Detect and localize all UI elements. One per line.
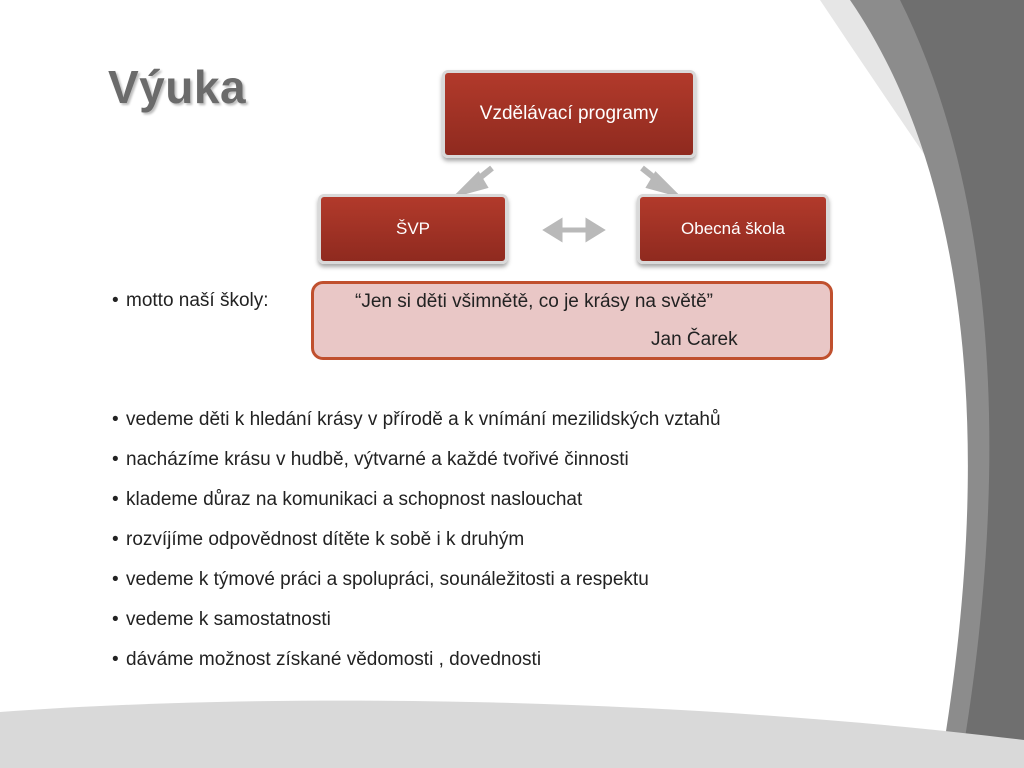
list-item-text: rozvíjíme odpovědnost dítěte k sobě i k druhým (126, 529, 525, 550)
arrow-to-svp (462, 168, 492, 192)
bullet-marker: • (112, 609, 119, 630)
list-item (112, 566, 872, 606)
bullet-marker: • (112, 649, 119, 670)
list-item (112, 606, 872, 646)
box-svp-label: ŠVP (395, 219, 431, 238)
double-arrow (547, 222, 601, 238)
motto-label (112, 290, 269, 312)
list-item (112, 646, 872, 686)
box-obecna-skola (637, 194, 829, 264)
bullet-marker: • (112, 489, 119, 510)
box-svp (318, 194, 508, 264)
list-item-text: nacházíme krásu v hudbě, výtvarné a každé tvořivé činnosti (126, 449, 629, 470)
list-item (112, 526, 872, 566)
bullet-list (112, 406, 872, 686)
motto-box (311, 281, 833, 360)
bullet-marker: • (112, 569, 119, 590)
slide-title: Výuka (108, 61, 247, 113)
list-item (112, 446, 872, 486)
motto-author: Jan Čarek (651, 329, 738, 350)
box-vzdelavaci-programy-label: Vzdělávací programy (479, 103, 659, 124)
list-item (112, 486, 872, 526)
motto-quote: “Jen si děti všimnětě, co je krásy na světě” (355, 291, 713, 312)
box-vzdelavaci-programy (442, 70, 696, 158)
bullet-marker: • (112, 449, 119, 470)
list-item-text: vedeme k samostatnosti (126, 609, 331, 630)
bullet-marker: • (112, 529, 119, 550)
list-item-text: vedeme děti k hledání krásy v přírodě a k vnímání mezilidských vztahů (126, 409, 721, 430)
arrow-to-obecna (642, 168, 672, 192)
list-item-text: vedeme k týmové práci a spolupráci, sounáležitosti a respektu (126, 569, 649, 590)
list-item (112, 406, 872, 446)
list-item-text: klademe důraz na komunikaci a schopnost naslouchat (126, 489, 583, 510)
bullet-marker: • (112, 409, 119, 430)
motto-label-text: motto naší školy: (126, 290, 269, 311)
box-obecna-skola-label: Obecná škola (681, 219, 785, 238)
bullet-marker: • (112, 290, 119, 311)
list-item-text: dáváme možnost získané vědomosti , dovednosti (126, 649, 542, 670)
